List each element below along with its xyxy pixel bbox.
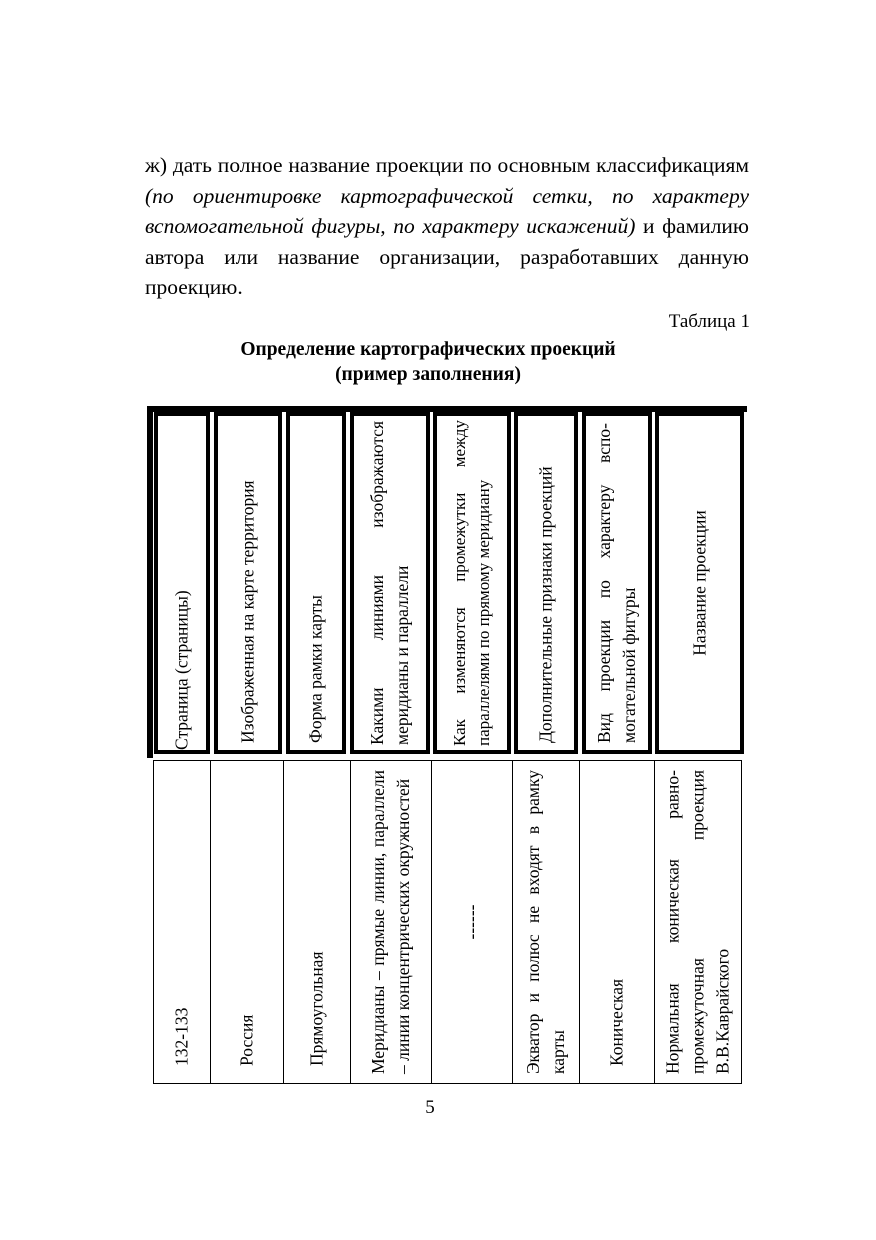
value-cell [283,760,351,1084]
value-text: 132-133 [171,1007,192,1066]
header-cell [514,412,578,754]
value-text: Меридианы – прямые линии, параллели – линии концентрических окружностей [368,770,413,1074]
header-cell [286,412,346,754]
header-text: Вид проекции по характеру вспомогательной фигуры [594,423,639,743]
value-text: Прямоугольная [306,951,327,1066]
value-cell [153,760,211,1084]
header-text: Какими линиями изображаются меридианы и параллели [367,421,412,745]
value-text: Россия [236,1014,257,1066]
table-title-line1: Определение картографических проекций [240,339,616,360]
value-text: ------ [461,904,482,940]
table-left-border [147,406,153,758]
value-cell [654,760,742,1084]
value-text: Экватор и полюс не входят в рамку карты [523,770,568,1074]
value-cell [210,760,284,1084]
header-text: Страница (страницы) [171,590,192,750]
table-label: Таблица 1 [668,311,750,332]
page-number: 5 [425,1097,435,1118]
header-cell [350,412,430,754]
table-title-line2: (пример заполнения) [335,364,521,385]
paragraph-end: и фамилию автора или название организации, разработавших данную проекцию. [145,214,749,299]
header-cell [655,412,744,754]
header-cell [154,412,210,754]
paragraph-start: ж) дать полное название проекции по основным классификациям [145,153,749,177]
header-text: Название проекции [689,510,709,656]
value-cell [512,760,580,1084]
paragraph-italic: (по ориентировке картографической сетки, по характеру вспомогательной фигуры, по характеру искажений) [145,183,749,238]
instruction-paragraph [145,150,749,303]
value-cell [579,760,655,1084]
header-cell [433,412,511,754]
header-cell [214,412,282,754]
header-text: Как изменяются промежутки между параллелями по прямому меридиану [450,420,493,746]
value-cell [431,760,513,1084]
value-text: Коническая [606,978,627,1066]
header-text: Форма рамки карты [305,595,326,743]
value-text: Нормальная коническая равнопромежуточная проекция В.В.Каврайского [662,770,733,1074]
header-text: Изображенная на карте территория [237,480,258,743]
header-cell [582,412,652,754]
header-text: Дополнительные признаки проекций [535,466,556,743]
value-cell [350,760,432,1084]
table-title [178,337,678,387]
